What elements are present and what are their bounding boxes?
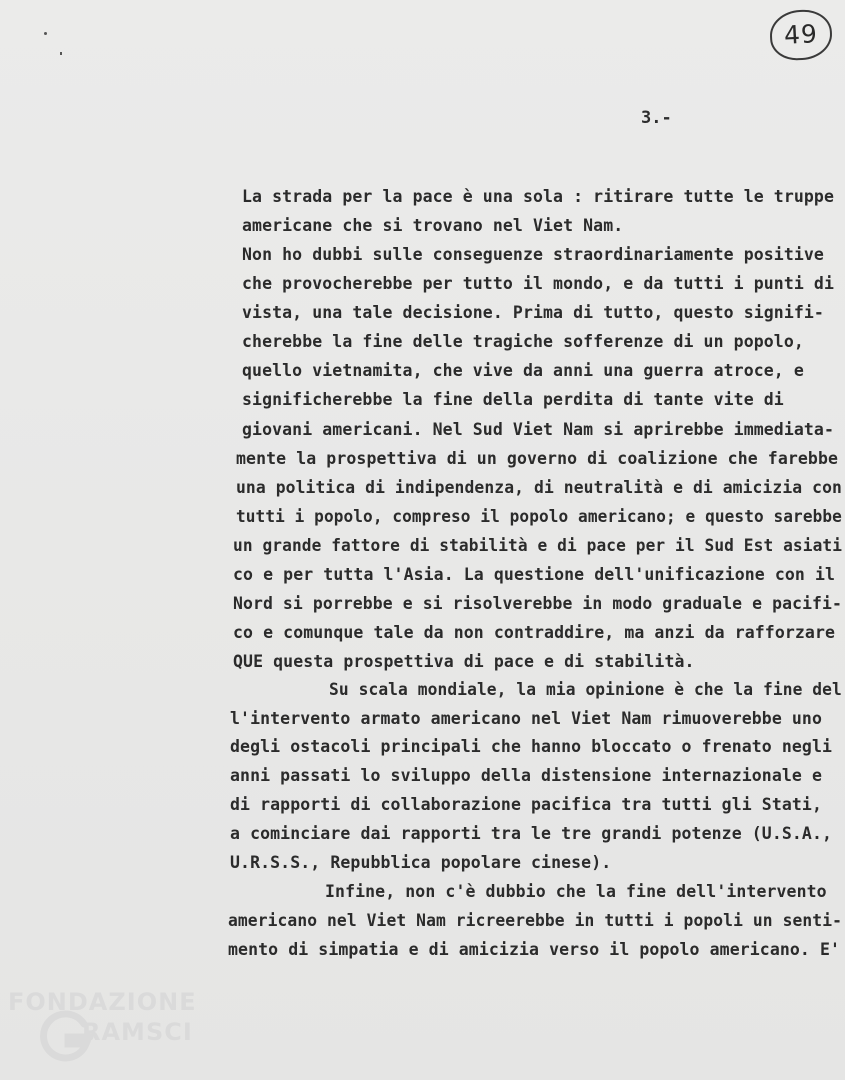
archive-number-circled: 49 xyxy=(769,8,834,61)
text-line: significherebbe la fine della perdita di tante vite di xyxy=(242,390,784,409)
text-line: La strada per la pace è una sola : ritirare tutte le truppe xyxy=(242,187,834,206)
text-line: di rapporti di collaborazione pacifica tra tutti gli Stati, xyxy=(230,795,822,814)
text-line: a cominciare dai rapporti tra le tre grandi potenze (U.S.A., xyxy=(230,824,833,843)
watermark-line-2: RAMSCI xyxy=(82,1018,193,1046)
text-line: Infine, non c'è dubbio che la fine dell'intervento xyxy=(325,882,827,901)
text-line: anni passati lo sviluppo della distensione internazionale e xyxy=(230,766,822,785)
text-line: cherebbe la fine delle tragiche sofferenze di un popolo, xyxy=(242,332,804,351)
page-number: 3.- xyxy=(641,108,672,128)
text-line: co e comunque tale da non contraddire, ma anzi da rafforzare xyxy=(233,623,836,642)
text-line: americane che si trovano nel Viet Nam. xyxy=(242,216,624,235)
text-line: Nord si porrebbe e si risolverebbe in modo graduale e pacifi- xyxy=(233,594,843,613)
text-line: mento di simpatia e di amicizia verso il popolo americano. E' xyxy=(228,940,841,959)
text-line: Su scala mondiale, la mia opinione è che la fine del xyxy=(329,680,842,699)
text-line: U.R.S.S., Repubblica popolare cinese). xyxy=(230,853,612,872)
text-line: tutti i popolo, compreso il popolo americano; e questo sarebbe xyxy=(236,507,842,526)
text-line: quello vietnamita, che vive da anni una guerra atroce, e xyxy=(242,361,804,380)
watermark-line-1: FONDAZIONE xyxy=(8,988,197,1016)
text-line: mente la prospettiva di un governo di coalizione che farebbe xyxy=(236,449,839,468)
paper-speck xyxy=(60,52,62,55)
text-line: Non ho dubbi sulle conseguenze straordinariamente positive xyxy=(242,245,824,264)
text-line: vista, una tale decisione. Prima di tutto, questo signifi- xyxy=(242,303,824,322)
text-line: l'intervento armato americano nel Viet Nam rimuoverebbe uno xyxy=(230,709,822,728)
text-line: degli ostacoli principali che hanno bloccato o frenato negli xyxy=(230,737,833,756)
text-line: co e per tutta l'Asia. La questione dell'unificazione con il xyxy=(233,565,836,584)
text-line: QUE questa prospettiva di pace e di stabilità. xyxy=(233,652,695,671)
text-line: giovani americani. Nel Sud Viet Nam si aprirebbe immediata- xyxy=(242,420,834,439)
text-line: una politica di indipendenza, di neutralità e di amicizia con xyxy=(236,478,842,497)
fondazione-gramsci-watermark xyxy=(4,988,234,1078)
text-line: un grande fattore di stabilità e di pace per il Sud Est asiati xyxy=(233,536,843,555)
text-line: americano nel Viet Nam ricreerebbe in tutti i popoli un senti- xyxy=(228,911,843,930)
paper-speck xyxy=(44,32,47,35)
text-line: che provocherebbe per tutto il mondo, e da tutti i punti di xyxy=(242,274,834,293)
